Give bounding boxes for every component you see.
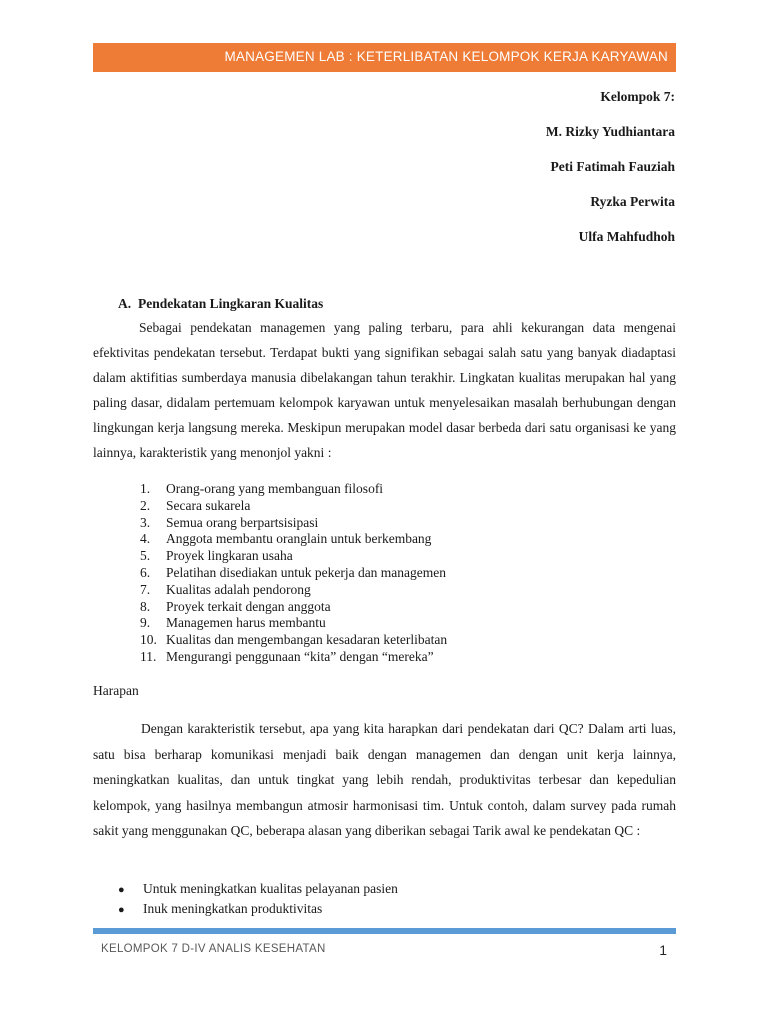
page-header-bar bbox=[93, 43, 676, 72]
section-letter: A. bbox=[118, 296, 132, 311]
list-item: 2. Secara sukarela bbox=[140, 497, 251, 513]
member-name: Peti Fatimah Fauziah bbox=[550, 159, 675, 174]
list-item: 3. Semua orang berpartsisipasi bbox=[140, 514, 319, 530]
list-item: 8. Proyek terkait dengan anggota bbox=[140, 598, 331, 614]
list-item: 4. Anggota membantu oranglain untuk berkembang bbox=[140, 531, 432, 547]
bullet-item: ● Inuk meningkatkan produktivitas bbox=[118, 899, 398, 919]
group-members-block bbox=[546, 88, 675, 263]
footer-divider bbox=[93, 928, 676, 934]
characteristics-list bbox=[140, 481, 447, 666]
member-name: M. Rizky Yudhiantara bbox=[545, 124, 675, 139]
list-item: 9. Managemen harus membantu bbox=[140, 615, 326, 631]
member-name: Ryzka Perwita bbox=[590, 194, 675, 209]
list-item: 1. Orang-orang yang membanguan filosofi bbox=[140, 481, 384, 496]
section-title: Pendekatan Lingkaran Kualitas bbox=[138, 296, 324, 311]
list-item: 10. Kualitas dan mengembangan kesadaran keterlibatan bbox=[140, 632, 448, 648]
harapan-paragraph: Dengan karakteristik tersebut, apa yang kita harapkan dari pendekatan dari QC? Dalam arti luas, satu bisa berharap komunikasi menjadi baik dengan managemen dan dengan unit kerja lainnya, meningkatkan kualitas, dan untuk tingkat yang lebih rendah, produktivitas terbesar dan kepedulian kelompok, yang hasilnya membangun atmosir harmonisasi tim. Untuk contoh, dalam survey pada rumah sakit yang menggunakan QC, beberapa alasan yang diberikan sebagai Tarik awal ke pendekatan QC : bbox=[93, 721, 676, 838]
section-heading bbox=[118, 296, 323, 312]
reasons-list bbox=[118, 879, 398, 919]
list-item: 6. Pelatihan disediakan untuk pekerja dan managemen bbox=[140, 564, 447, 580]
footer-text: KELOMPOK 7 D-IV ANALIS KESEHATAN bbox=[101, 943, 326, 955]
bullet-item: ● Untuk meningkatkan kualitas pelayanan pasien bbox=[118, 879, 398, 899]
page-header-title: MANAGEMEN LAB : KETERLIBATAN KELOMPOK KERJA KARYAWAN bbox=[224, 49, 668, 64]
bullet-icon: ● bbox=[118, 884, 125, 896]
list-item: 5. Proyek lingkaran usaha bbox=[140, 548, 293, 564]
bullet-icon: ● bbox=[118, 904, 125, 916]
list-item: 7. Kualitas adalah pendorong bbox=[140, 581, 311, 597]
group-label: Kelompok 7: bbox=[600, 89, 675, 104]
harapan-heading: Harapan bbox=[93, 683, 139, 698]
list-item: 11. Mengurangi penggunaan “kita” dengan “mereka” bbox=[140, 648, 434, 664]
section-paragraph: Sebagai pendekatan managemen yang paling terbaru, para ahli kekurangan data mengenai efektivitas pendekatan tersebut. Terdapat bukti yang signifikan sebagai salah satu yang banyak diadaptasi dalam aktifitias sumberdaya manusia dibelakangan tahun terakhir. Lingkatan kualitas merupakan hal yang paling dasar, didalam pertemuam kelompok karyawan untuk menyelesaikan masalah berhubungan dengan lingkungan kerja langsung mereka. Meskipun merupakan model dasar berbeda dari satu organisasi ke yang lainnya, karakteristik yang menonjol yakni : bbox=[93, 320, 676, 460]
page-number: 1 bbox=[659, 942, 667, 958]
member-name: Ulfa Mahfudhoh bbox=[578, 229, 675, 244]
